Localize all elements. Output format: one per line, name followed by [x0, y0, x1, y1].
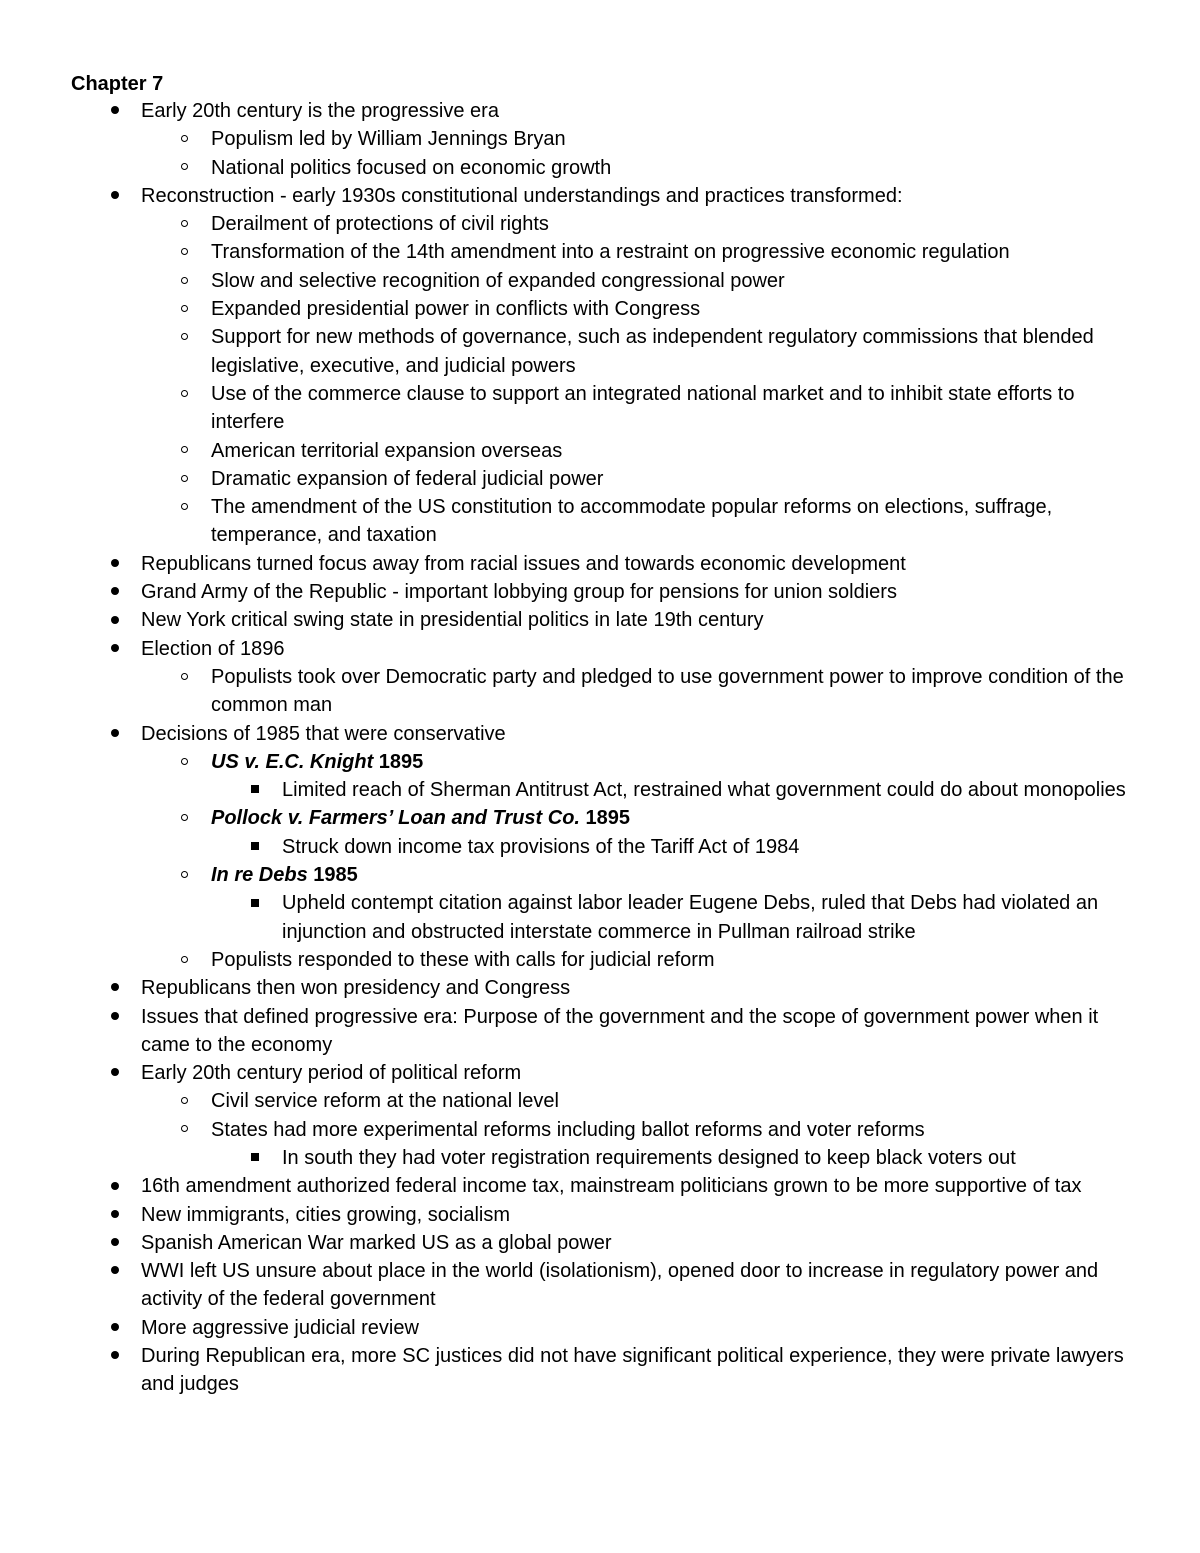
list-item-text: Decisions of 1985 that were conservative: [141, 722, 506, 745]
list-item: [0, 1116, 1200, 1144]
filled-bullet-icon: [105, 635, 125, 663]
list-item: [0, 1314, 1200, 1342]
list-item: [0, 833, 1200, 861]
list-item: [0, 1342, 1200, 1399]
page-title: Chapter 7: [71, 73, 164, 95]
list-item: [0, 776, 1200, 804]
list-item: [0, 578, 1200, 606]
list-item-text: Populists responded to these with calls for judicial reform: [211, 948, 715, 971]
list-item-text: Support for new methods of governance, such as independent regulatory commissions that blended legislative, executive, and judicial powers: [211, 326, 1094, 377]
list-item-text: Election of 1896: [141, 637, 285, 660]
list-item: [0, 1201, 1200, 1229]
list-item-text: Populists took over Democratic party and pledged to use government power to improve condition of the common man: [211, 665, 1124, 717]
list-item-text: Early 20th century period of political reform: [141, 1062, 522, 1085]
list-item: [0, 437, 1200, 465]
list-item: [0, 125, 1200, 153]
list-item: [0, 861, 1200, 889]
square-bullet-icon: [245, 776, 265, 804]
hollow-bullet-icon: [174, 295, 194, 323]
list-item: [0, 889, 1200, 946]
square-bullet-icon: [245, 889, 265, 917]
list-item-text: Republicans then won presidency and Congress: [141, 977, 571, 1000]
hollow-bullet-icon: [174, 154, 194, 182]
list-item-text: American territorial expansion overseas: [211, 439, 563, 462]
hollow-bullet-icon: [174, 1116, 194, 1144]
filled-bullet-icon: [105, 97, 125, 125]
hollow-bullet-icon: [174, 804, 194, 832]
filled-bullet-icon: [105, 1201, 125, 1229]
list-item-text: Struck down income tax provisions of the Tariff Act of 1984: [282, 835, 800, 858]
list-item: [0, 974, 1200, 1002]
filled-bullet-icon: [105, 1003, 125, 1031]
filled-bullet-icon: [105, 606, 125, 634]
list-item-text: Republicans turned focus away from racial issues and towards economic development: [141, 552, 906, 575]
hollow-bullet-icon: [174, 210, 194, 238]
list-item: [0, 267, 1200, 295]
list-item-text: Transformation of the 14th amendment into a restraint on progressive economic regulation: [211, 241, 1010, 264]
list-item: [0, 1003, 1200, 1060]
list-item: [0, 210, 1200, 238]
list-item-text: Early 20th century is the progressive era: [141, 100, 499, 122]
list-item: [0, 154, 1200, 182]
list-item: [0, 1144, 1200, 1172]
list-item: [0, 748, 1200, 776]
hollow-bullet-icon: [174, 493, 194, 521]
hollow-bullet-icon: [174, 1087, 194, 1115]
list-item-text: In south they had voter registration requirements designed to keep black voters out: [282, 1146, 1016, 1169]
list-item-text: Upheld contempt citation against labor leader Eugene Debs, ruled that Debs had violated an injunction and obstructed interstate commerce in Pullman railroad strike: [282, 892, 1099, 943]
square-bullet-icon: [245, 833, 265, 861]
list-item-text: During Republican era, more SC justices did not have significant political experience, they were private lawyers and judges: [141, 1345, 1124, 1396]
hollow-bullet-icon: [174, 748, 194, 776]
hollow-bullet-icon: [174, 125, 194, 153]
hollow-bullet-icon: [174, 861, 194, 889]
list-item-text: Limited reach of Sherman Antitrust Act, restrained what government could do about monopolies: [282, 779, 1126, 802]
hollow-bullet-icon: [174, 946, 194, 974]
list-item: [0, 97, 1200, 125]
filled-bullet-icon: [105, 1059, 125, 1087]
list-item-text: The amendment of the US constitution to accommodate popular reforms on elections, suffrage, temperance, and taxation: [211, 496, 1053, 547]
list-item-text: Dramatic expansion of federal judicial power: [211, 467, 604, 490]
filled-bullet-icon: [105, 1172, 125, 1200]
list-item-text: WWI left US unsure about place in the world (isolationism), opened door to increase in regulatory power and activity of the federal government: [141, 1260, 1099, 1311]
hollow-bullet-icon: [174, 323, 194, 351]
list-item-text: Slow and selective recognition of expanded congressional power: [211, 269, 785, 292]
list-item-text: Grand Army of the Republic - important lobbying group for pensions for union soldiers: [141, 581, 897, 604]
filled-bullet-icon: [105, 974, 125, 1002]
list-item-text: Derailment of protections of civil rights: [211, 213, 549, 236]
case-year: 1985: [307, 864, 358, 887]
list-item-text: 16th amendment authorized federal income tax, mainstream politicians grown to be more supportive of tax: [141, 1175, 1082, 1198]
filled-bullet-icon: [105, 1257, 125, 1285]
list-item: [0, 323, 1200, 380]
hollow-bullet-icon: [174, 465, 194, 493]
list-item: [0, 720, 1200, 748]
case-name: Pollock v. Farmers’ Loan and Trust Co.: [211, 807, 580, 830]
list-item-text: Populism led by William Jennings Bryan: [211, 128, 566, 151]
list-item: [0, 1172, 1200, 1200]
list-item: [0, 1229, 1200, 1257]
list-item: [0, 663, 1200, 720]
case-name: US v. E.C. Knight: [211, 750, 374, 773]
case-year: 1895: [373, 750, 424, 773]
list-item-text: Reconstruction - early 1930s constitutional understandings and practices transformed:: [141, 184, 903, 207]
list-item-text: Spanish American War marked US as a global power: [141, 1231, 612, 1254]
list-item: [0, 635, 1200, 663]
list-item: [0, 295, 1200, 323]
list-item-text: Use of the commerce clause to support an integrated national market and to inhibit state efforts to interfere: [211, 382, 1075, 434]
list-item-text: States had more experimental reforms including ballot reforms and voter reforms: [211, 1118, 925, 1141]
filled-bullet-icon: [105, 720, 125, 748]
list-item: [0, 1257, 1200, 1314]
list-item-text: Issues that defined progressive era: Purpose of the government and the scope of government power when it came to the economy: [141, 1005, 1099, 1056]
list-item: [0, 465, 1200, 493]
list-item: [0, 238, 1200, 266]
notes-list: [0, 97, 1200, 1399]
hollow-bullet-icon: [174, 663, 194, 691]
hollow-bullet-icon: [174, 238, 194, 266]
list-item-text: National politics focused on economic growth: [211, 156, 612, 179]
list-item: [0, 804, 1200, 832]
list-item: [0, 606, 1200, 634]
list-item-text: Civil service reform at the national level: [211, 1090, 559, 1113]
list-item-text: New immigrants, cities growing, socialism: [141, 1203, 510, 1226]
hollow-bullet-icon: [174, 437, 194, 465]
list-item: [0, 946, 1200, 974]
list-item: [0, 493, 1200, 550]
square-bullet-icon: [245, 1144, 265, 1172]
filled-bullet-icon: [105, 550, 125, 578]
hollow-bullet-icon: [174, 267, 194, 295]
filled-bullet-icon: [105, 1229, 125, 1257]
list-item-text: More aggressive judicial review: [141, 1316, 419, 1339]
list-item: [0, 550, 1200, 578]
list-item: [0, 1059, 1200, 1087]
filled-bullet-icon: [105, 1342, 125, 1370]
list-item-text: New York critical swing state in presidential politics in late 19th century: [141, 609, 764, 632]
list-item: [0, 1087, 1200, 1115]
list-item: [0, 182, 1200, 210]
filled-bullet-icon: [105, 578, 125, 606]
filled-bullet-icon: [105, 182, 125, 210]
hollow-bullet-icon: [174, 380, 194, 408]
list-item-text: Expanded presidential power in conflicts with Congress: [211, 298, 701, 321]
case-year: 1895: [579, 807, 631, 830]
filled-bullet-icon: [105, 1314, 125, 1342]
list-item: [0, 380, 1200, 437]
case-name: In re Debs: [211, 864, 308, 887]
